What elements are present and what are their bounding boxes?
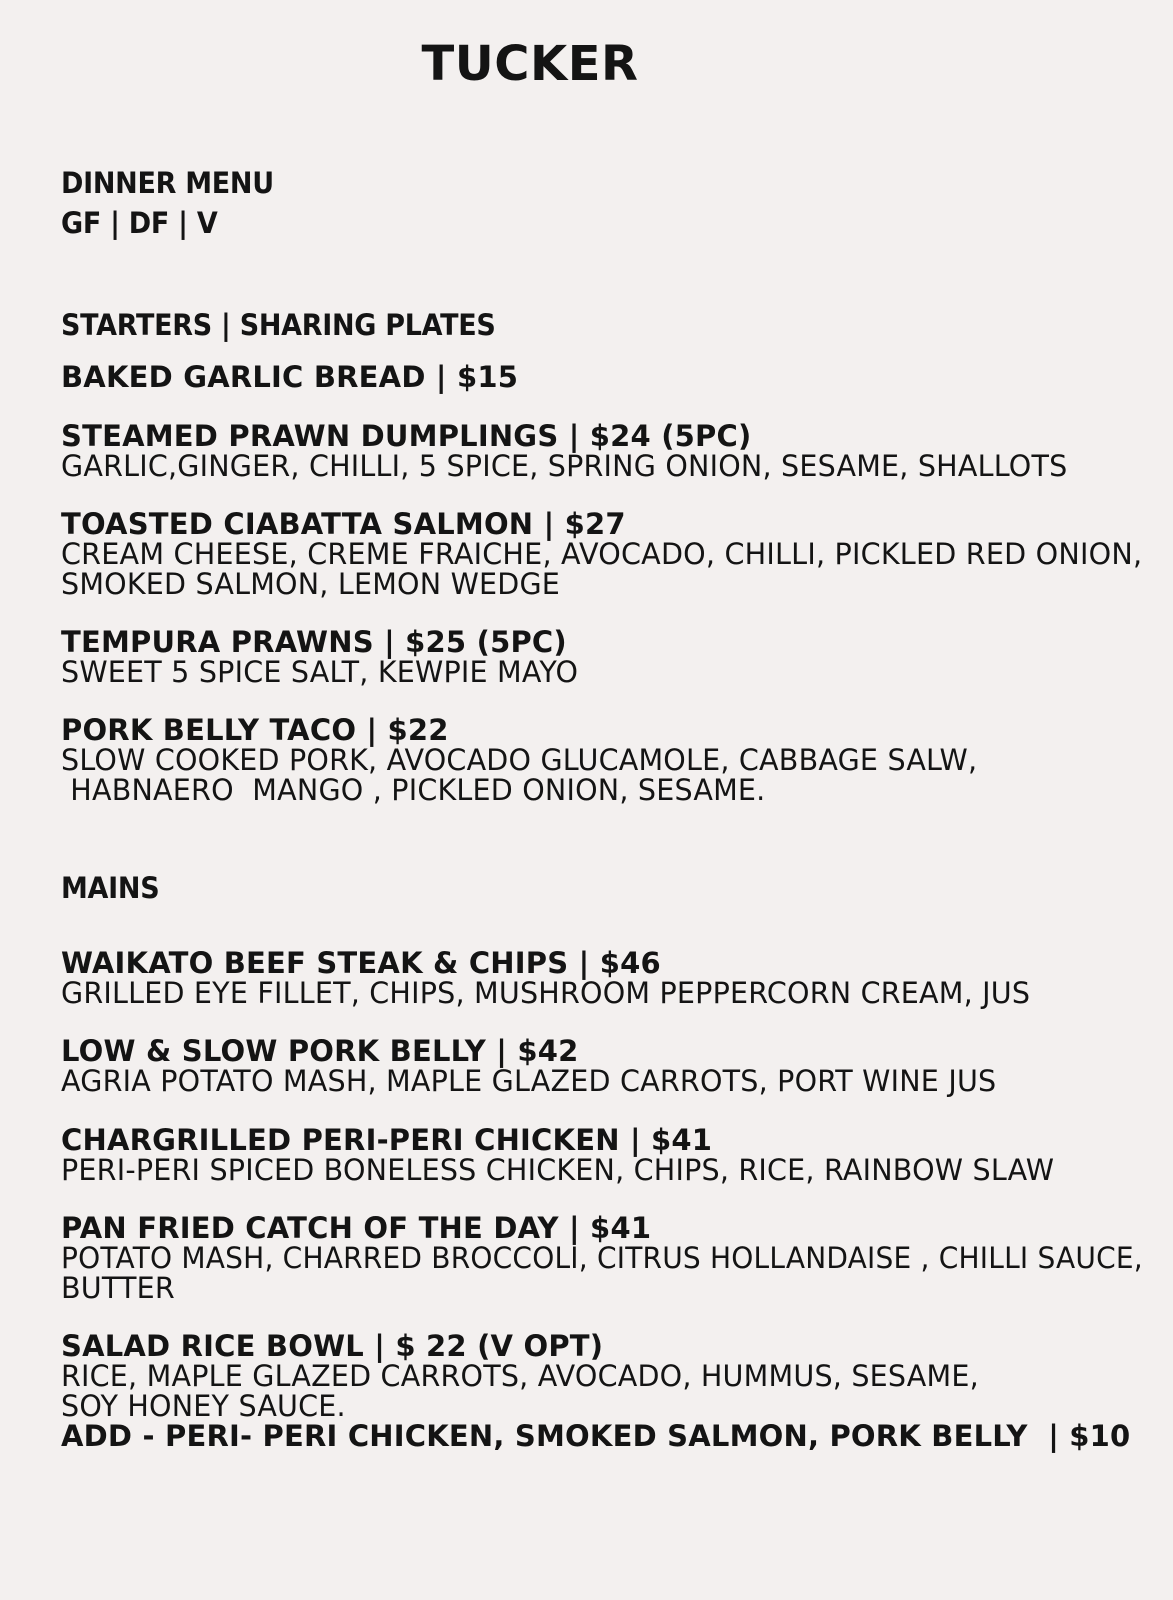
starters-heading: STARTERS | SHARING PLATES	[61, 308, 496, 342]
item-description: GRILLED EYE FILLET, CHIPS, MUSHROOM PEPPERCORN CREAM, JUS	[61, 976, 1031, 1010]
item-description: PERI-PERI SPICED BONELESS CHICKEN, CHIPS, RICE, RAINBOW SLAW	[61, 1153, 1055, 1187]
item-description: SWEET 5 SPICE SALT, KEWPIE MAYO	[61, 655, 579, 689]
item-description: SMOKED SALMON, LEMON WEDGE	[61, 567, 561, 601]
menu-heading	[61, 163, 1133, 243]
item-name: STEAMED PRAWN DUMPLINGS | $24 (5PC)	[61, 419, 752, 453]
item-name: PORK BELLY TACO | $22	[61, 713, 449, 747]
item-name: WAIKATO BEEF STEAK & CHIPS | $46	[61, 946, 661, 980]
menu-item	[61, 948, 1133, 1008]
item-description: SOY HONEY SAUCE.	[61, 1389, 346, 1423]
mains-heading: MAINS	[61, 871, 160, 905]
menu-item	[61, 1331, 1133, 1451]
item-description: RICE, MAPLE GLAZED CARROTS, AVOCADO, HUMMUS, SESAME,	[61, 1359, 979, 1393]
item-description: BUTTER	[61, 1271, 175, 1305]
menu-item	[61, 627, 1133, 687]
item-name: LOW & SLOW PORK BELLY | $42	[61, 1034, 579, 1068]
menu-item	[61, 715, 1133, 805]
item-name: SALAD RICE BOWL | $ 22 (V OPT)	[61, 1329, 604, 1363]
item-description: POTATO MASH, CHARRED BROCCOLI, CITRUS HOLLANDAISE , CHILLI SAUCE,	[61, 1241, 1143, 1275]
menu-item	[61, 421, 1133, 481]
item-name: TEMPURA PRAWNS | $25 (5PC)	[61, 625, 567, 659]
menu-item	[61, 362, 1133, 392]
menu-item	[61, 507, 1143, 601]
menu-item	[61, 1211, 1143, 1305]
item-description: CREAM CHEESE, CREME FRAICHE, AVOCADO, CHILLI, PICKLED RED ONION,	[61, 537, 1143, 571]
item-description: SLOW COOKED PORK, AVOCADO GLUCAMOLE, CABBAGE SALW,	[61, 743, 978, 777]
restaurant-title: TUCKER	[421, 36, 639, 92]
dinner-menu-label: DINNER MENU	[61, 166, 274, 200]
dietary-key: GF | DF | V	[61, 206, 218, 240]
item-description: HABNAERO MANGO , PICKLED ONION, SESAME.	[61, 773, 766, 807]
item-name: PAN FRIED CATCH OF THE DAY | $41	[61, 1211, 652, 1245]
item-name: CHARGRILLED PERI-PERI CHICKEN | $41	[61, 1123, 713, 1157]
item-description: AGRIA POTATO MASH, MAPLE GLAZED CARROTS, PORT WINE JUS	[61, 1064, 997, 1098]
item-name: BAKED GARLIC BREAD | $15	[61, 360, 519, 394]
mains-heading-block	[61, 868, 1133, 908]
item-description: GARLIC,GINGER, CHILLI, 5 SPICE, SPRING ONION, SESAME, SHALLOTS	[61, 449, 1068, 483]
starters-heading-block	[61, 305, 1133, 345]
menu-item	[61, 1036, 1133, 1096]
item-add-on: ADD - PERI- PERI CHICKEN, SMOKED SALMON, PORK BELLY | $10	[61, 1419, 1131, 1453]
menu-item	[61, 1125, 1133, 1185]
item-name: TOASTED CIABATTA SALMON | $27	[61, 507, 626, 541]
